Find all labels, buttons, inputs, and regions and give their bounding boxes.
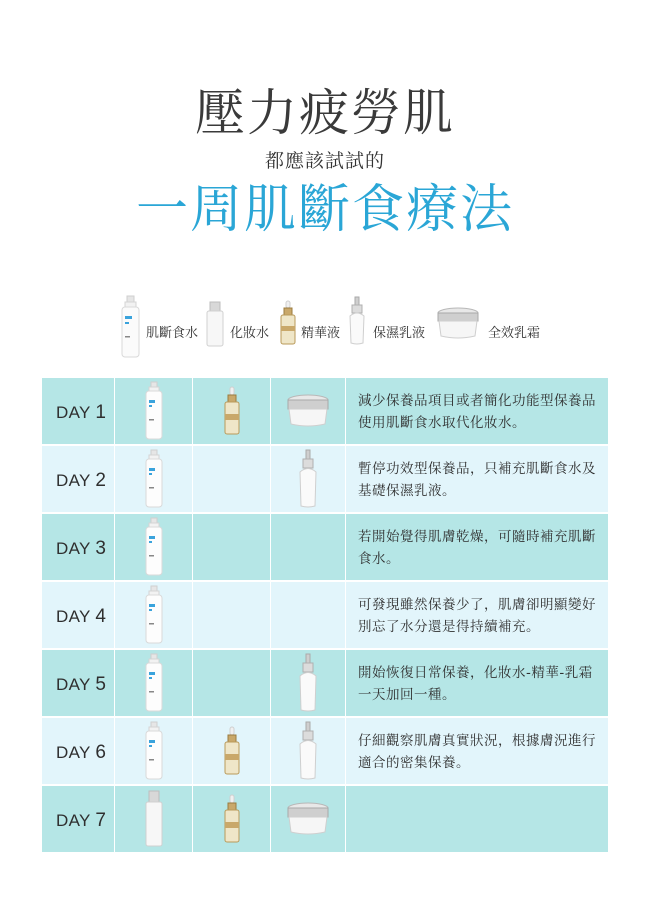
page-title: 壓力疲勞肌 [195,84,455,142]
product-cell [271,378,346,444]
note-cell [346,786,608,852]
serum-dropper-icon [278,300,298,346]
product-cell [193,514,271,580]
day-note: 開始恢復日常保養，化妝水-精華-乳霜一天加回一種。 [358,665,593,703]
spray-bottle-icon [143,449,165,513]
day-number: 5 [95,674,107,695]
note-cell [346,650,608,716]
day-cell [42,514,115,580]
product-cell [193,718,271,784]
lotion-pump-icon [296,449,320,513]
product-cell [271,514,346,580]
day-cell [42,582,115,648]
day-note: 暫停功效型保養品，只補充肌斷食水及基礎保濕乳液。 [358,461,596,499]
day-word: DAY [56,743,91,762]
day-label [56,470,106,492]
day-word: DAY [56,471,91,490]
day-word: DAY [56,607,91,626]
day-label [56,810,106,832]
spray-bottle-icon [143,721,165,785]
lotion-pump-icon [296,653,320,717]
day-cell [42,378,115,444]
note-cell [346,582,608,648]
legend-label: 肌斷食水 [146,326,199,341]
table-row [42,786,608,852]
serum-dropper-icon [221,386,243,440]
product-cell [193,650,271,716]
day-number: 7 [95,810,107,831]
spray-bottle-icon [143,517,165,581]
spray-bottle-icon [143,381,165,445]
note-cell [346,514,608,580]
product-cell [115,514,193,580]
legend-label: 保濕乳液 [373,326,426,341]
spray-bottle-icon [143,653,165,717]
product-cell [115,650,193,716]
day-label [56,674,106,696]
page-subtitle: 都應該試試的 [264,150,385,172]
spray-bottle-icon [143,585,165,649]
product-cell [271,582,346,648]
product-cell [115,582,193,648]
page-headline: 一周肌斷食療法 [135,180,514,240]
day-label [56,538,106,560]
legend-label: 全效乳霜 [488,326,541,341]
product-cell [193,582,271,648]
legend-label: 精華液 [301,326,341,341]
product-cell [271,446,346,512]
day-number: 2 [95,470,107,491]
day-cell [42,718,115,784]
product-cell [193,446,271,512]
serum-dropper-icon [221,726,243,780]
day-cell [42,446,115,512]
schedule-table [42,378,608,850]
table-row [42,650,608,716]
table-row [42,718,608,784]
day-cell [42,786,115,852]
toner-bottle-icon [143,790,165,852]
serum-dropper-icon [221,794,243,848]
day-note: 仔細觀察肌膚真實狀況，根據膚況進行適合的密集保養。 [358,733,596,771]
product-cell [193,786,271,852]
day-note: 若開始覺得肌膚乾燥，可隨時補充肌斷食水。 [358,529,596,567]
product-cell [115,786,193,852]
product-cell [193,378,271,444]
cream-jar-icon [436,306,480,340]
cream-jar-icon [286,393,330,433]
lotion-pump-icon [296,721,320,785]
table-row [42,582,608,648]
toner-bottle-icon [204,300,226,348]
day-word: DAY [56,675,91,694]
table-row [42,378,608,444]
product-cell [271,718,346,784]
lotion-pump-icon [346,296,368,346]
product-legend [118,292,558,362]
product-cell [115,446,193,512]
day-label [56,742,106,764]
spray-bottle-icon [118,294,144,360]
product-cell [115,378,193,444]
day-label [56,402,106,424]
day-number: 4 [95,606,107,627]
note-cell [346,446,608,512]
day-word: DAY [56,539,91,558]
note-cell [346,718,608,784]
product-cell [271,650,346,716]
day-cell [42,650,115,716]
day-number: 3 [95,538,107,559]
table-row [42,446,608,512]
day-number: 6 [95,742,107,763]
note-cell [346,378,608,444]
day-note: 減少保養品項目或者簡化功能型保養品使用肌斷食水取代化妝水。 [358,393,596,431]
product-cell [271,786,346,852]
day-note: 可發現雖然保養少了，肌膚卻明顯變好別忘了水分還是得持續補充。 [358,597,596,635]
table-row [42,514,608,580]
day-word: DAY [56,811,91,830]
day-label [56,606,106,628]
cream-jar-icon [286,801,330,841]
day-word: DAY [56,403,91,422]
product-cell [115,718,193,784]
legend-label: 化妝水 [230,326,270,341]
day-number: 1 [95,402,107,423]
